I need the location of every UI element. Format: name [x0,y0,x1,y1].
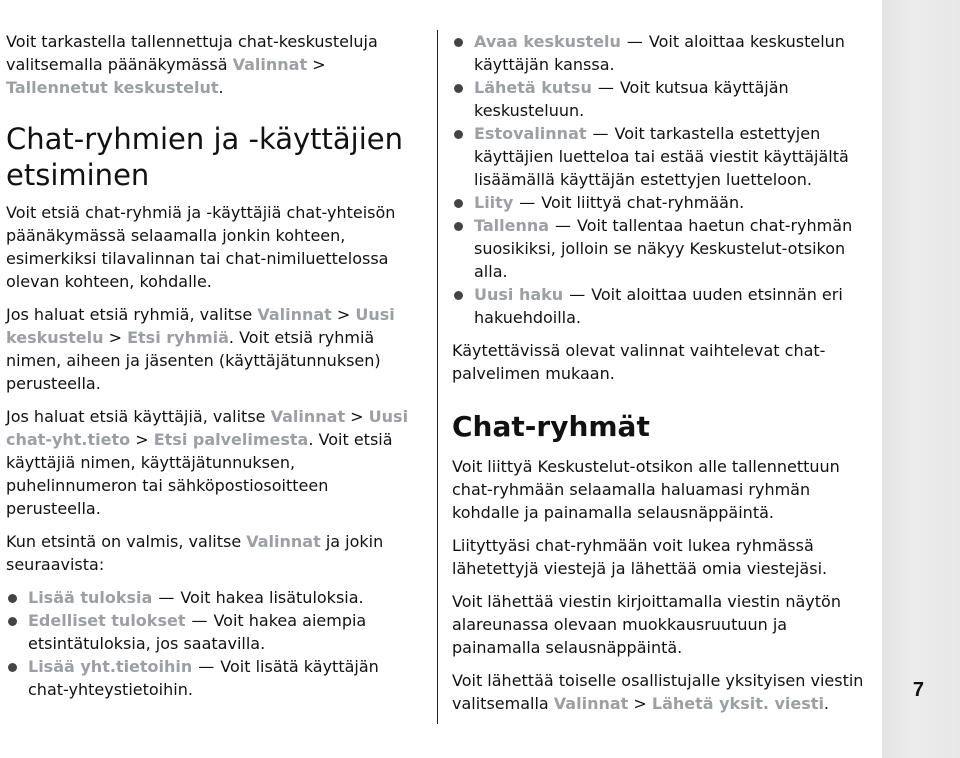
bullet-icon [8,663,17,672]
search-options-list [6,586,416,701]
search-groups-paragraph [6,303,416,395]
text: ja jokin seuraavista: [6,532,384,574]
path-separator: > [331,305,356,324]
bullet-icon [454,38,463,47]
bullet-icon [454,84,463,93]
private-message-paragraph [452,669,872,715]
dash: — [519,193,536,212]
text: Voit lähettää toiselle osallistujalle yksityisen viestin valitsemalla [452,671,864,713]
option-desc: Voit liittyä chat-ryhmään. [541,193,745,212]
intro-paragraph [6,30,416,99]
option-term: Tallenna [474,216,550,235]
menu-path-new-conversation: Uusi keskustelu [6,305,395,347]
column-divider [437,30,438,724]
dash: — [191,611,208,630]
text: Jos haluat etsiä ryhmiä, valitse [6,305,258,324]
list-item [452,214,872,283]
bullet-icon [454,222,463,231]
path-separator: > [307,55,326,74]
list-item [6,655,416,701]
intro-text: Voit tarkastella tallennettuja chat-keskusteluja valitsemalla päänäkymässä [6,32,378,74]
option-term: Lähetä kutsu [474,78,592,97]
option-desc: Voit kutsua käyttäjän keskusteluun. [474,78,789,120]
read-paragraph: Liityttyäsi chat-ryhmään voit lukea ryhmässä lähetettyjä viestejä ja lähettää omia viestejäsi. [452,536,828,578]
bullet-icon [454,199,463,208]
option-desc: Voit hakea lisätuloksia. [180,588,364,607]
menu-path-options: Valinnat [257,305,332,324]
option-term: Lisää yht.tietoihin [28,657,193,676]
section-heading-search: Chat-ryhmien ja -käyttäjien etsiminen [6,122,404,192]
bullet-icon [454,291,463,300]
intro-end: . [218,78,224,97]
text: Jos haluat etsiä käyttäjiä, valitse [6,407,271,426]
option-term: Liity [474,193,514,212]
path-separator: > [130,430,154,449]
menu-path-options: Valinnat [232,55,308,74]
menu-path-saved-conversations: Tallennetut keskustelut [6,78,219,97]
text: Kun etsintä on valmis, valitse [6,532,247,551]
text: . Voit etsiä käyttäjiä nimen, käyttäjätunnuksen, puhelinnumeron tai sähköpostiosoitteen perusteella. [6,430,393,518]
user-options-list [452,30,872,329]
bullet-icon [8,617,17,626]
path-separator: > [628,694,652,713]
text: . [823,694,830,713]
option-desc: Voit hakea aiempia etsintätuloksia, jos saatavilla. [28,611,367,653]
option-desc: Voit aloittaa uuden etsinnän eri hakuehdoilla. [474,285,843,327]
menu-path-new-contact: Uusi chat-yht.tieto [6,407,409,449]
path-separator: > [345,407,369,426]
menu-path-options: Valinnat [553,694,629,713]
search-users-paragraph [6,405,416,520]
dash: — [626,32,643,51]
right-column [452,30,872,725]
option-desc: Voit lisätä käyttäjän chat-yhteystietoihin. [28,657,379,699]
page-number: 7 [912,679,924,701]
menu-path-options: Valinnat [246,532,321,551]
availability-note: Käytettävissä olevat valinnat vaihtelevat chat-palvelimen mukaan. [452,341,826,383]
menu-path-options: Valinnat [270,407,346,426]
bullet-icon [8,594,17,603]
option-term: Lisää tuloksia [28,588,153,607]
send-paragraph: Voit lähettää viestin kirjoittamalla viestin näytön alareunassa olevaan muokkausruutuun ja painamalla selausnäppäintä. [452,592,841,657]
list-item [6,609,416,655]
list-item [452,76,872,122]
list-item [452,283,872,329]
join-paragraph: Voit liittyä Keskustelut-otsikon alle tallennettuun chat-ryhmään selaamalla haluamasi ryhmän kohdalle ja painamalla selausnäppäintä. [452,457,840,522]
path-separator: > [103,328,128,347]
list-item [452,30,872,76]
list-item [6,586,416,609]
dash: — [592,124,609,143]
list-item [452,191,872,214]
dash: — [569,285,586,304]
menu-path-search-server: Etsi palvelimesta [153,430,309,449]
search-intro-paragraph: Voit etsiä chat-ryhmiä ja -käyttäjiä chat-yhteisön päänäkymässä selaamalla jonkin kohteen, esimerkiksi tilavalinnan tai chat-nimiluettelossa olevan kohteen, kohdalle. [6,203,396,291]
dash: — [555,216,572,235]
option-term: Uusi haku [474,285,564,304]
dash: — [198,657,215,676]
option-term: Estovalinnat [474,124,587,143]
option-term: Avaa keskustelu [474,32,621,51]
dash: — [158,588,175,607]
option-desc: Voit aloittaa keskustelun käyttäjän kanssa. [474,32,845,74]
dash: — [597,78,614,97]
text: . Voit etsiä ryhmiä nimen, aiheen ja jäsenten (käyttäjätunnuksen) perusteella. [6,328,381,393]
option-desc: Voit tarkastella estettyjen käyttäjien luetteloa tai estää viestit käyttäjältä lisäämällä käyttäjän estettyjen luetteloon. [474,124,849,189]
section-heading-chat-groups: Chat-ryhmät [452,410,650,443]
page-margin-band [882,0,960,758]
menu-path-search-groups: Etsi ryhmiä [127,328,229,347]
left-column [6,30,416,711]
option-desc: Voit tallentaa haetun chat-ryhmän suosikiksi, jolloin se näkyy Keskustelut-otsikon alla. [474,216,853,281]
option-term: Edelliset tulokset [28,611,186,630]
bullet-icon [454,130,463,139]
menu-path-send-private: Lähetä yksit. viesti [651,694,824,713]
list-item [452,122,872,191]
search-done-paragraph [6,530,416,576]
